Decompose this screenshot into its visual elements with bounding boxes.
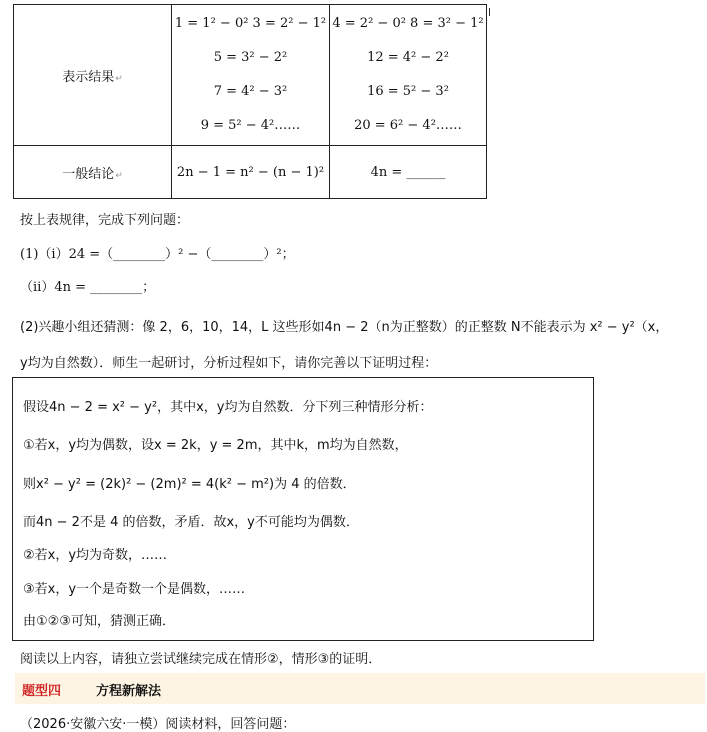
question-2-line-1: (2)兴趣小组还猜测：像 2，6，10，14，L 这些形如4n − 2（n为正整数）的正整数 N不能表示为 x² − y²（x， <box>20 320 669 335</box>
general-even-formula[interactable]: 4n = ______ <box>330 146 487 199</box>
odd-examples-cell <box>172 5 330 146</box>
row-label-general: 一般结论↵ <box>14 146 172 199</box>
proof-line: ①若x，y均为偶数，设x = 2k，y = 2m，其中k，m均为自然数， <box>23 438 408 453</box>
odd-example-line: 9 = 5² − 4²…… <box>200 118 301 133</box>
next-question-line: （2026·安徽六安·一模）阅读材料，回答问题： <box>20 717 296 732</box>
general-odd-formula: 2n − 1 = n² − (n − 1)² <box>172 146 330 199</box>
proof-line: 则x² − y² = (2k)² − (2m)² = 4(k² − m²)为 4 的倍数． <box>23 477 356 492</box>
question-1-i[interactable]: (1)（ⅰ）24 =（________）² −（________）²； <box>20 247 295 262</box>
section-banner <box>15 673 705 704</box>
question-1-ii[interactable]: （ⅱ）4n = ________； <box>20 280 156 295</box>
even-example-line: 16 = 5² − 3² <box>367 84 449 99</box>
proof-line: 由①②③可知，猜测正确． <box>23 614 175 629</box>
proof-box <box>12 377 594 641</box>
row-label-results-text: 表示结果 <box>62 69 115 85</box>
odd-example-line: 7 = 4² − 3² <box>213 84 288 99</box>
proof-line[interactable]: ②若x，y均为奇数，…… <box>23 548 168 563</box>
row-label-results: 表示结果↵ <box>14 5 172 146</box>
section-title: 方程新解法 <box>96 684 162 699</box>
row-label-general-text: 一般结论 <box>62 166 115 182</box>
even-example-line: 12 = 4² − 2² <box>367 50 449 65</box>
odd-example-line: 1 = 1² − 0² 3 = 2² − 1² <box>174 16 327 31</box>
even-example-line: 20 = 6² − 4²…… <box>354 118 462 133</box>
proof-line[interactable]: ③若x，y一个是奇数一个是偶数，…… <box>23 582 246 597</box>
even-examples-cell <box>330 5 487 146</box>
after-proof-text: 阅读以上内容，请独立尝试继续完成在情形②，情形③的证明． <box>20 652 382 667</box>
proof-line: 假设4n − 2 = x² − y²，其中x，y均为自然数．分下列三种情形分析： <box>23 400 433 415</box>
rule-table <box>13 4 487 199</box>
question-2-line-2: y均为自然数）．师生一起研讨，分析过程如下，请你完善以下证明过程： <box>20 356 438 371</box>
proof-line: 而4n − 2不是 4 的倍数，矛盾．故x，y不可能均为偶数． <box>23 515 359 530</box>
odd-example-line: 5 = 3² − 2² <box>213 50 288 65</box>
intro-text: 按上表规律，完成下列问题： <box>20 213 190 228</box>
section-tag: 题型四 <box>22 684 62 699</box>
even-example-line: 4 = 2² − 0² 8 = 3² − 1² <box>332 16 484 31</box>
